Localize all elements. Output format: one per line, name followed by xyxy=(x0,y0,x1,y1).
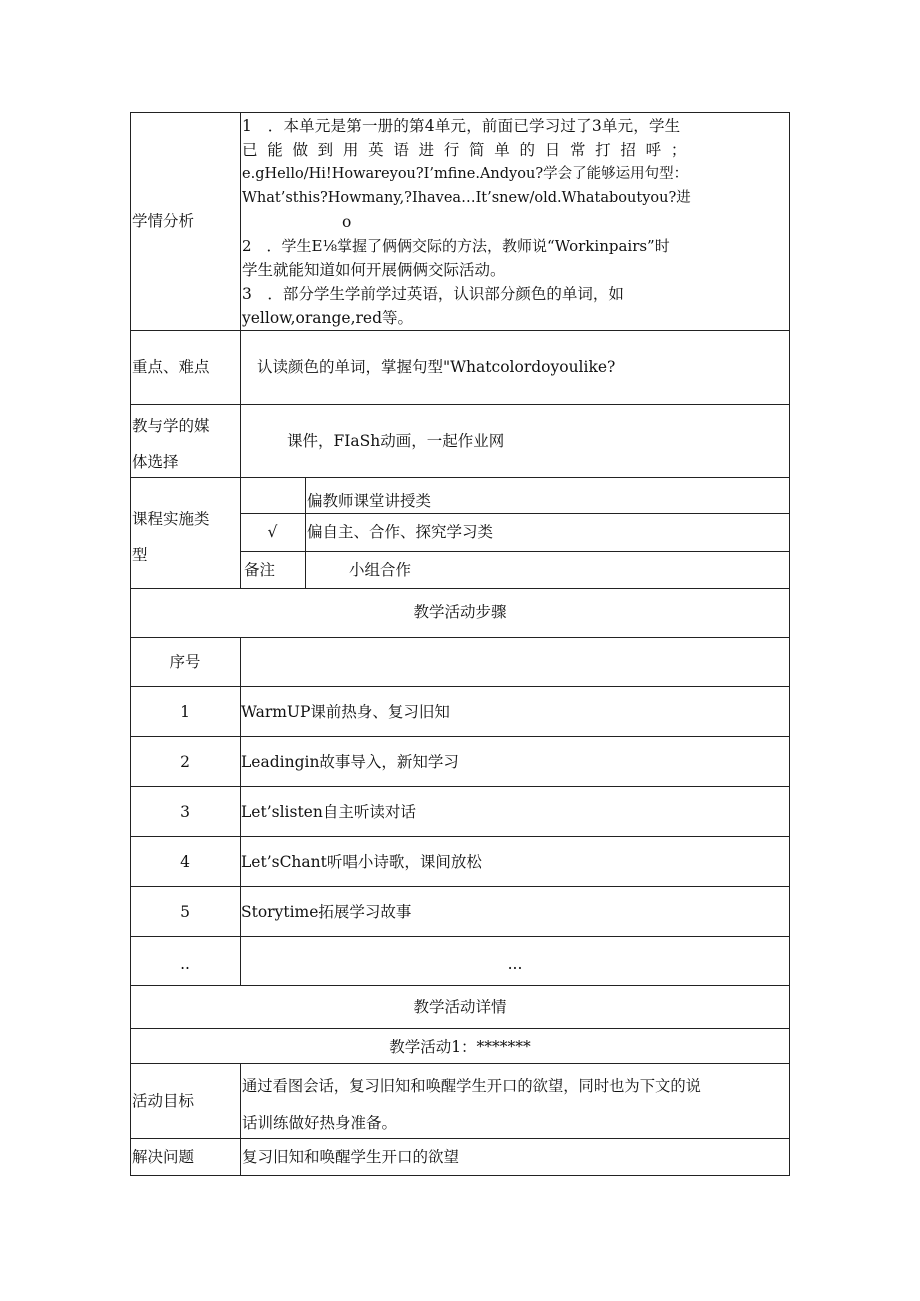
analysis-label: 学情分析 xyxy=(132,212,195,230)
step-no: 5 xyxy=(180,903,190,921)
focus-label: 重点、难点 xyxy=(132,358,210,376)
analysis-line-1: 1 ．本单元是第一册的第4单元，前面已学习过了3单元，学生 xyxy=(242,117,681,135)
course-type-note-value: 小组合作 xyxy=(349,561,412,579)
problem-value: 复习旧知和唤醒学生开口的欲望 xyxy=(242,1148,460,1166)
analysis-line-5: o xyxy=(342,213,352,231)
course-type-option-2: 偏自主、合作、探究学习类 xyxy=(307,523,494,541)
course-type-label-line2: 型 xyxy=(132,546,148,564)
step-text: Let’slisten自主听读对话 xyxy=(241,803,416,821)
step-no: .. xyxy=(180,955,190,973)
analysis-line-4: What’sthis?Howmany,?Ihavea…It’snew/old.Whataboutyou?进 xyxy=(242,190,691,206)
step-no: 3 xyxy=(180,803,190,821)
goal-label: 活动目标 xyxy=(132,1092,195,1110)
media-label-line1: 教与学的媒 xyxy=(132,417,210,435)
step-text: Let’sChant听唱小诗歌，课间放松 xyxy=(241,853,482,871)
goal-line-2: 话训练做好热身准备。 xyxy=(242,1114,398,1132)
step-no: 2 xyxy=(180,753,190,771)
course-type-option-1: 偏教师课堂讲授类 xyxy=(307,492,432,510)
analysis-line-8: 3 ．部分学生学前学过英语，认识部分颜色的单词，如 xyxy=(242,285,624,303)
activity-title: 教学活动1：******* xyxy=(389,1038,531,1056)
analysis-line-7: 学生就能知道如何开展俩俩交际活动。 xyxy=(242,261,506,279)
analysis-line-9: yellow,orange,red等。 xyxy=(242,309,414,327)
analysis-line-2: 已 能 做 到 用 英 语 进 行 简 单 的 日 常 打 招 呼 ； xyxy=(242,141,689,159)
steps-header-no: 序号 xyxy=(169,653,201,671)
step-text: Leadingin故事导入，新知学习 xyxy=(241,753,459,771)
media-value: 课件，FIaSh动画，一起作业网 xyxy=(287,432,505,450)
step-text: Storytime拓展学习故事 xyxy=(241,903,412,921)
step-text: WarmUP课前热身、复习旧知 xyxy=(241,703,450,721)
media-label-line2: 体选择 xyxy=(132,453,179,471)
step-no: 1 xyxy=(180,703,190,721)
details-title: 教学活动详情 xyxy=(413,998,507,1016)
goal-line-1: 通过看图会话，复习旧知和唤醒学生开口的欲望，同时也为下文的说 xyxy=(242,1077,701,1095)
step-no: 4 xyxy=(180,853,190,871)
course-type-label-line1: 课程实施类 xyxy=(132,510,210,528)
analysis-line-6: 2 ．学生E⅛掌握了俩俩交际的方法，教师说“Workinpairs”时 xyxy=(242,237,670,255)
focus-value: 认读颜色的单词，掌握句型"Whatcolordoyoulike? xyxy=(257,358,616,376)
course-type-mark-2: √ xyxy=(267,523,278,541)
analysis-line-3: e.gHello/Hi!Howareyou?I’mfine.Andyou?学会了能够运用句型： xyxy=(242,166,689,182)
course-type-note-label: 备注 xyxy=(244,561,276,579)
problem-label: 解决问题 xyxy=(132,1148,195,1166)
step-text: ... xyxy=(507,955,523,973)
steps-title: 教学活动步骤 xyxy=(413,603,507,621)
